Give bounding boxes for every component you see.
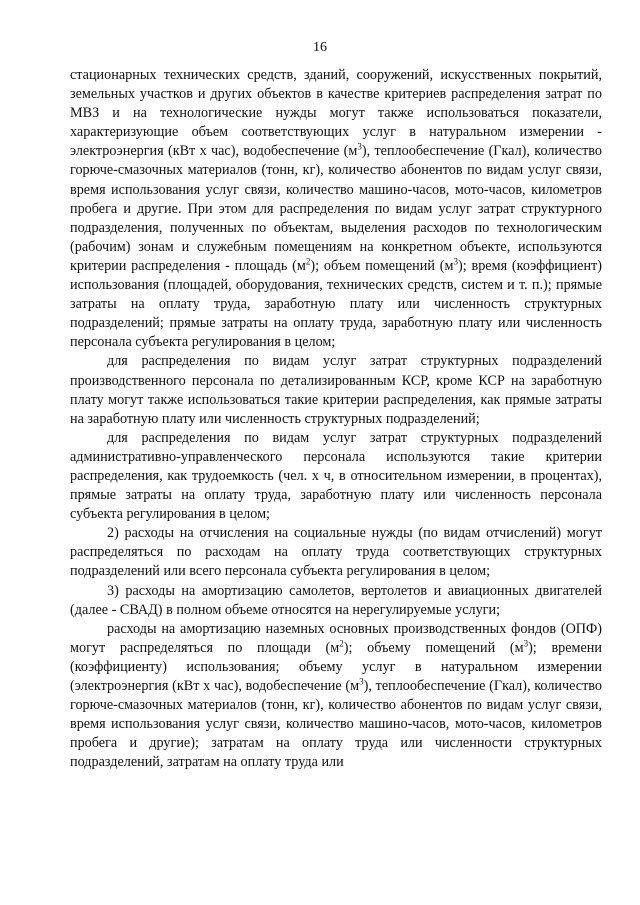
superscript: 2 <box>339 638 344 649</box>
paragraph <box>70 582 602 620</box>
body-text <box>70 66 602 772</box>
text-run: ); времени (коэффициенту) использования; объему услуг в натуральном измерении (электроэнергия (кВт х час), водобеспечение (м <box>70 639 602 694</box>
paragraph <box>70 429 602 524</box>
text-run: ); объему помещений (м <box>343 639 524 656</box>
paragraph <box>70 352 602 428</box>
page-number: 16 <box>313 40 327 55</box>
text-run: стационарных технических средств, зданий, сооружений, искусственных покрытий, земельных участков и других объектов в качестве критериев распределения затрат по МВЗ и на технологические нужды могут также использоваться показатели, характеризующие объем соответствующих услуг в натуральном измерении - электроэнергия (кВт х час), водобеспечение (м <box>70 67 602 160</box>
text-run: ); объем помещений (м <box>310 257 454 274</box>
text-run: 3) расходы на амортизацию самолетов, вертолетов и авиационных двигателей (далее - СВАД) в полном объеме относятся на нерегулируемые услуги; <box>70 582 602 618</box>
text-run: расходы на амортизацию наземных основных производственных фондов (ОПФ) могут распределяться по площади (м <box>70 620 602 656</box>
text-run: 2) расходы на отчисления на социальные нужды (по видам отчислений) могут распределяться по расходам на оплату труда соответствующих структурных подразделений или всего персонала субъекта регулирования в целом; <box>70 525 602 580</box>
superscript: 2 <box>305 256 311 267</box>
superscript: 3 <box>523 638 529 649</box>
paragraph <box>70 524 602 581</box>
paragraph <box>70 66 602 352</box>
text-run: ), теплообеспечение (Гкал), количество горюче-смазочных материалов (тонн, кг), количество абонентов по видам услуг связи, время использования услуг связи, количество машино-часов, мото-часов, километров пробега и другие. При этом для распределения по видам услуг затрат структурного подразделения, полученных по объектам, выделения расходов по технологическим (рабочим) зонам и служебным помещениям на конкретном объекте, используются критерии распределения - площадь (м <box>70 143 603 274</box>
text-run: ); время (коэффициент) использования (площадей, оборудования, технических средств, систем и т. п.); прямые затраты на оплату труда, заработную плату или численность структурных подразделений; прямые затраты на оплату труда, заработную плату или численность персонала субъекта регулирования в целом; <box>70 257 602 351</box>
superscript: 3 <box>357 141 362 152</box>
paragraph <box>70 620 602 773</box>
text-run: ), теплообеспечение (Гкал), количество горюче-смазочных материалов (тонн, кг), количество абонентов по видам услуг связи, время использования услуг связи, количество машино-часов, мото-часов, километров пробега и другие); затратам на оплату труда или численности структурных подразделений, затратам на оплату труда или <box>70 678 602 771</box>
text-run: для распределения по видам услуг затрат структурных подразделений административно-управленческого персонала используются такие критерии распределения, как трудоемкость (чел. х ч, в относительном измерении, в процентах), прямые затраты на оплату труда, заработную плату или численность персонала субъекта регулирования в целом; <box>70 429 602 523</box>
superscript: 3 <box>359 676 364 687</box>
text-run: для распределения по видам услуг затрат структурных подразделений производственного персонала по детализированным КСР, кроме КСР на заработную плату могут также использоваться такие критерии распределения, как прямые затраты на заработную плату или численность структурных подразделений; <box>70 353 602 427</box>
superscript: 3 <box>453 256 458 267</box>
